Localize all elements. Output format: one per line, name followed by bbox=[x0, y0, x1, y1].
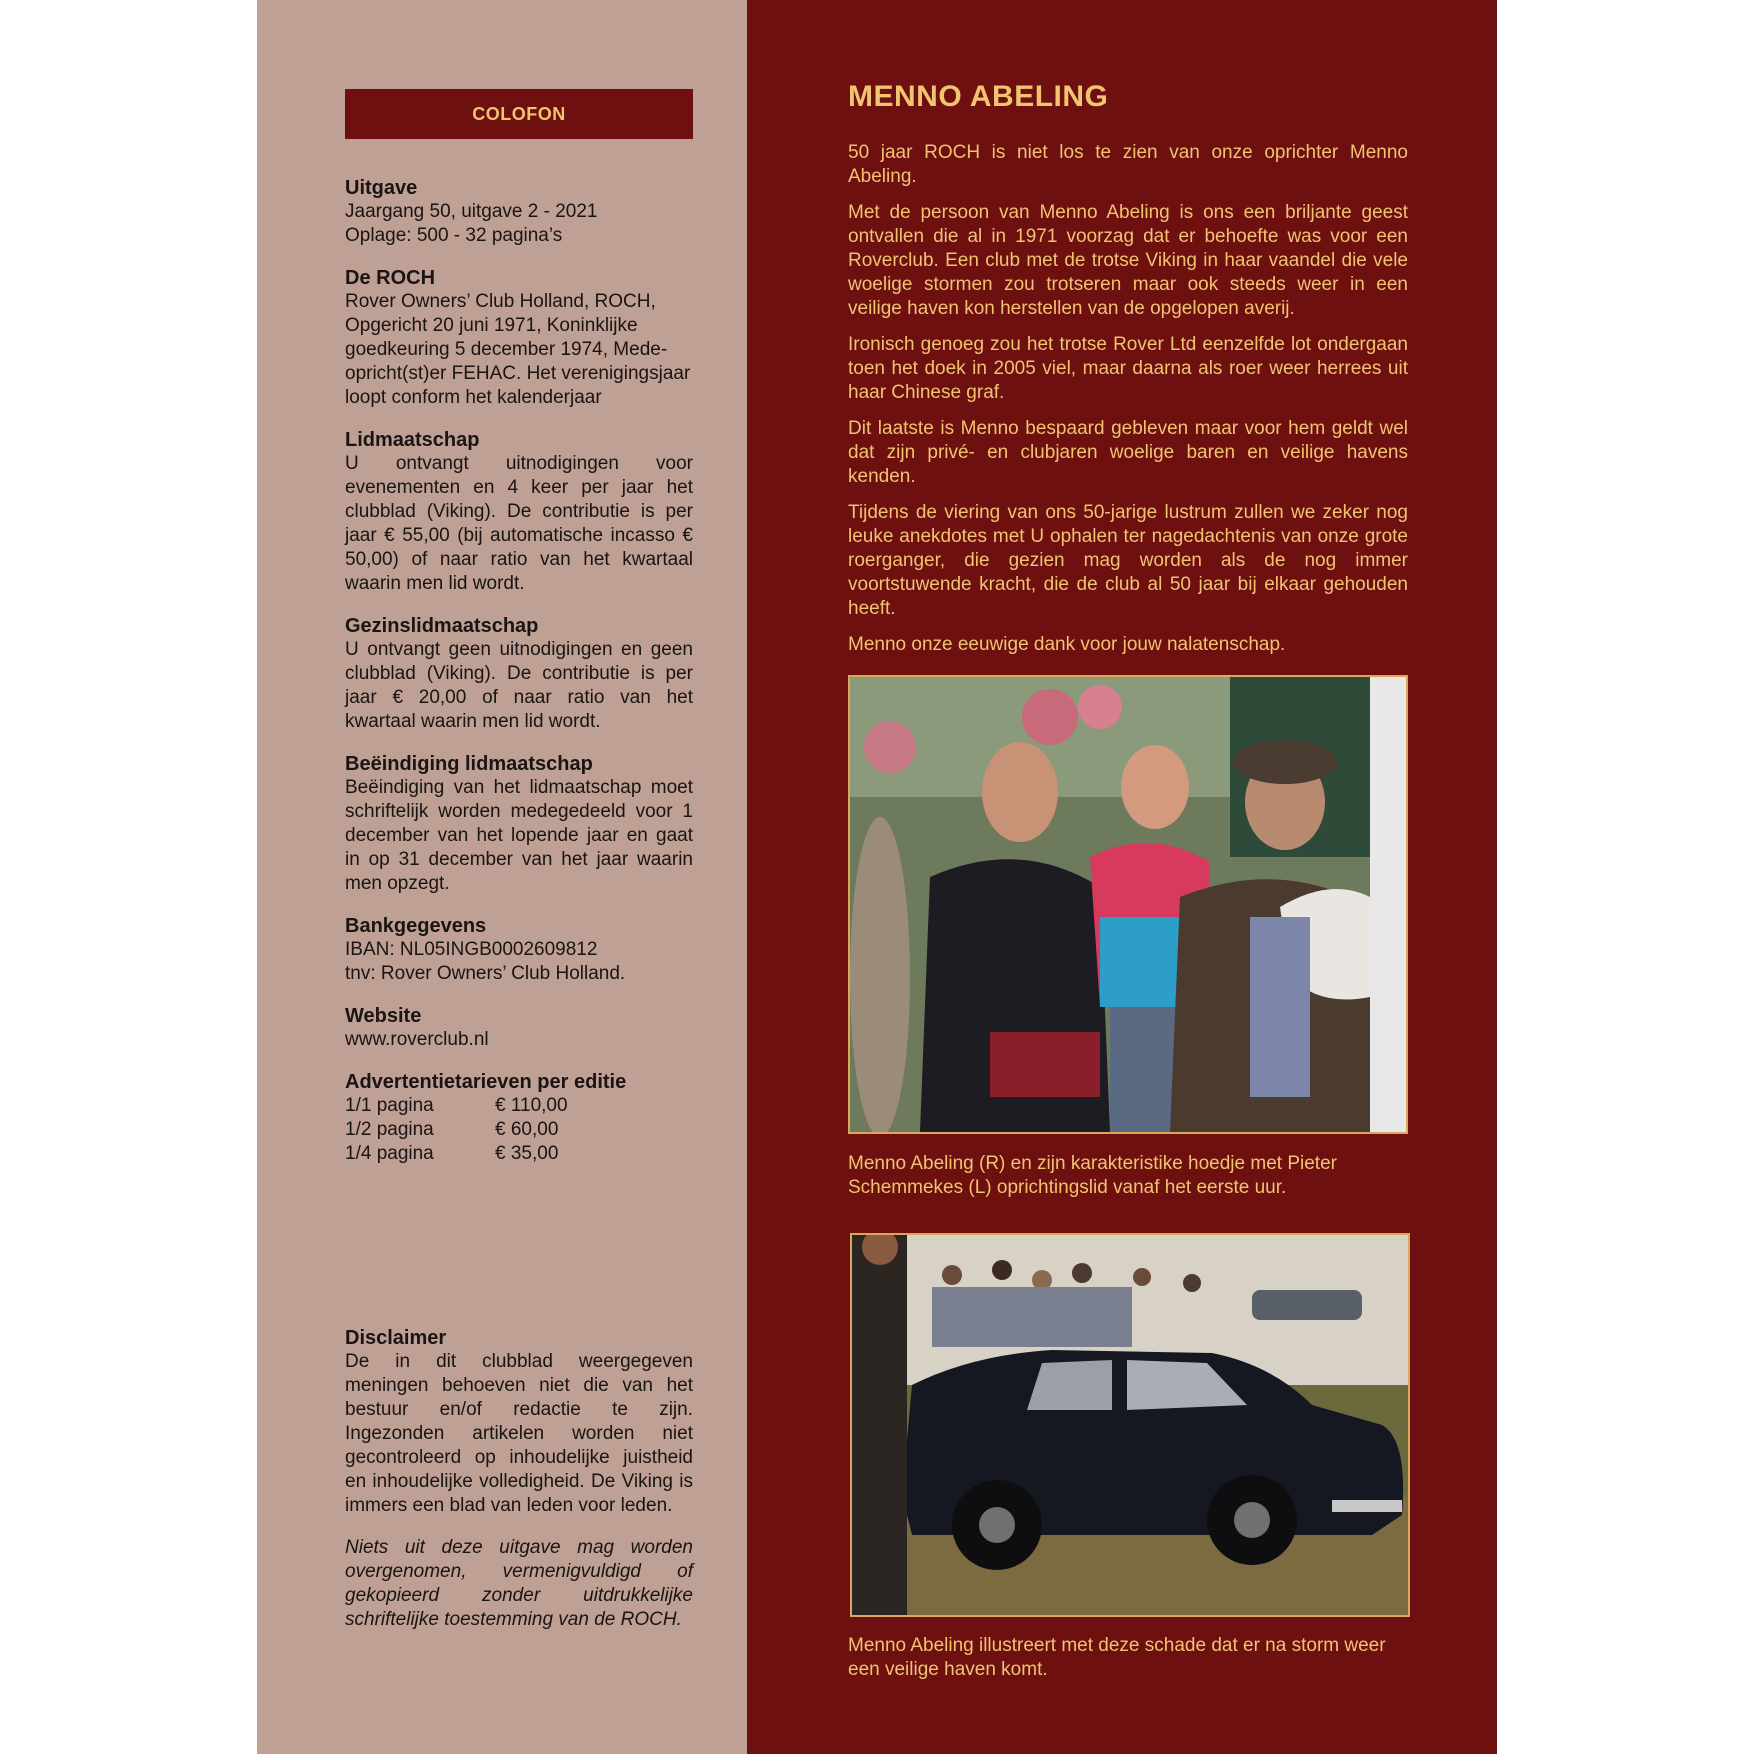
uitgave-line1: Jaargang 50, uitgave 2 - 2021 bbox=[345, 201, 598, 222]
article-title: MENNO ABELING bbox=[848, 80, 1109, 113]
lidmaatschap-heading: Lidmaatschap bbox=[345, 429, 480, 451]
uitgave-heading: Uitgave bbox=[345, 177, 418, 199]
gezin-text: U ontvangt geen uitnodigingen en geen clubblad (Viking). De contributie is per jaar € 20,00 of naar ratio van het kwartaal waarin men lid wordt. bbox=[345, 639, 693, 732]
rate-price: € 35,00 bbox=[495, 1143, 559, 1164]
website-url[interactable]: www.roverclub.nl bbox=[345, 1029, 489, 1050]
uitgave-line2: Oplage: 500 - 32 pagina’s bbox=[345, 225, 563, 246]
article-paragraph: Dit laatste is Menno bespaard gebleven maar voor hem geldt wel dat zijn privé- en clubjaren woelige baren en veilige havens kenden. bbox=[848, 418, 1408, 487]
photo-caption-2: Menno Abeling illustreert met deze schade dat er na storm weer een veilige haven komt. bbox=[848, 1635, 1386, 1680]
section-advertentietarieven bbox=[345, 1070, 693, 1166]
gezin-heading: Gezinslidmaatschap bbox=[345, 615, 539, 637]
article-paragraph: Menno onze eeuwige dank voor jouw nalatenschap. bbox=[848, 634, 1286, 655]
section-uitgave bbox=[345, 176, 693, 248]
disclaimer-text: De in dit clubblad weergegeven meningen behoeven niet die van het bestuur en/of redactie te zijn. Ingezonden artikelen worden niet gecontroleerd op inhoudelijke juistheid en inhoudelijke volledigheid. De Viking is immers een blad van leden voor leden. bbox=[345, 1351, 693, 1516]
website-heading: Website bbox=[345, 1005, 422, 1027]
lidmaatschap-text: U ontvangt uitnodigingen voor evenementen en 4 keer per jaar het clubblad (Viking). De contributie is per jaar € 55,00 (bij automatische incasso € 50,00) of naar ratio van het kwartaal waarin men lid wordt. bbox=[345, 453, 693, 594]
article-paragraph: 50 jaar ROCH is niet los te zien van onze oprichter Menno Abeling. bbox=[848, 142, 1408, 187]
disclaimer-block bbox=[345, 1326, 693, 1632]
section-disclaimer bbox=[345, 1326, 693, 1518]
bank-tnv: tnv: Rover Owners’ Club Holland. bbox=[345, 963, 626, 984]
section-beeindiging bbox=[345, 752, 693, 896]
colofon-content bbox=[345, 176, 693, 1184]
rate-price: € 110,00 bbox=[495, 1095, 568, 1116]
rate-size: 1/2 pagina bbox=[345, 1119, 434, 1140]
photo-car-image bbox=[852, 1235, 1408, 1615]
bank-heading: Bankgegevens bbox=[345, 915, 487, 937]
rate-size: 1/4 pagina bbox=[345, 1143, 434, 1164]
article-panel bbox=[747, 0, 1497, 1754]
rate-price: € 60,00 bbox=[495, 1119, 559, 1140]
section-bankgegevens bbox=[345, 914, 693, 986]
article-paragraph: Ironisch genoeg zou het trotse Rover Ltd eenzelfde lot ondergaan toen het doek in 2005 viel, maar daarna als roer weer herrees uit haar Chinese graf. bbox=[848, 334, 1408, 403]
article-paragraph: Tijdens de viering van ons 50-jarige lustrum zullen we zeker nog leuke anekdotes met U ophalen ter nagedachtenis van onze grote roerganger, die gezien mag worden als de nog immer voortstuwende kracht, die de club al 50 jaar bij elkaar gehouden heeft. bbox=[848, 502, 1408, 619]
advert-heading: Advertentietarieven per editie bbox=[345, 1071, 627, 1093]
advert-rates bbox=[345, 1094, 693, 1166]
article-paragraph: Met de persoon van Menno Abeling is ons een briljante geest ontvallen die al in 1971 voorzag dat er behoefte was voor een Roverclub. Een club met de trotse Viking in haar vaandel die vele woelige stormen zou trotseren maar ook steeds weer in een veilige haven kon herstellen van de opgelopen averij. bbox=[848, 202, 1408, 319]
photo-caption-1: Menno Abeling (R) en zijn karakteristike hoedje met Pieter Schemmekes (L) oprichtingslid vanaf het eerste uur. bbox=[848, 1153, 1337, 1198]
disclaimer-heading: Disclaimer bbox=[345, 1327, 447, 1349]
section-roch bbox=[345, 266, 693, 410]
photo-car bbox=[850, 1233, 1410, 1617]
photo-people bbox=[848, 675, 1408, 1134]
rate-size: 1/1 pagina bbox=[345, 1095, 434, 1116]
photo-people-image bbox=[850, 677, 1406, 1132]
bank-iban: IBAN: NL05INGB0002609812 bbox=[345, 939, 598, 960]
article-body bbox=[848, 141, 1408, 669]
colofon-header: COLOFON bbox=[345, 89, 693, 139]
colofon-panel bbox=[257, 0, 747, 1754]
section-lidmaatschap bbox=[345, 428, 693, 596]
section-gezinslidmaatschap bbox=[345, 614, 693, 734]
copyright-notice: Niets uit deze uitgave mag worden overgenomen, vermenigvuldigd of gekopieerd zonder uitdrukkelijke schriftelijke toestemming van de ROCH. bbox=[345, 1537, 693, 1630]
roch-text: Rover Owners’ Club Holland, ROCH, Opgericht 20 juni 1971, Koninklijke goedkeuring 5 december 1974, Mede-opricht(st)er FEHAC. Het verenigingsjaar loopt conform het kalenderjaar bbox=[345, 291, 691, 408]
section-website bbox=[345, 1004, 693, 1052]
beeindiging-heading: Beëindiging lidmaatschap bbox=[345, 753, 593, 775]
roch-heading: De ROCH bbox=[345, 267, 436, 289]
beeindiging-text: Beëindiging van het lidmaatschap moet schriftelijk worden medegedeeld voor 1 december van het lopende jaar en gaat in op 31 december van het jaar waarin men opzegt. bbox=[345, 777, 693, 894]
